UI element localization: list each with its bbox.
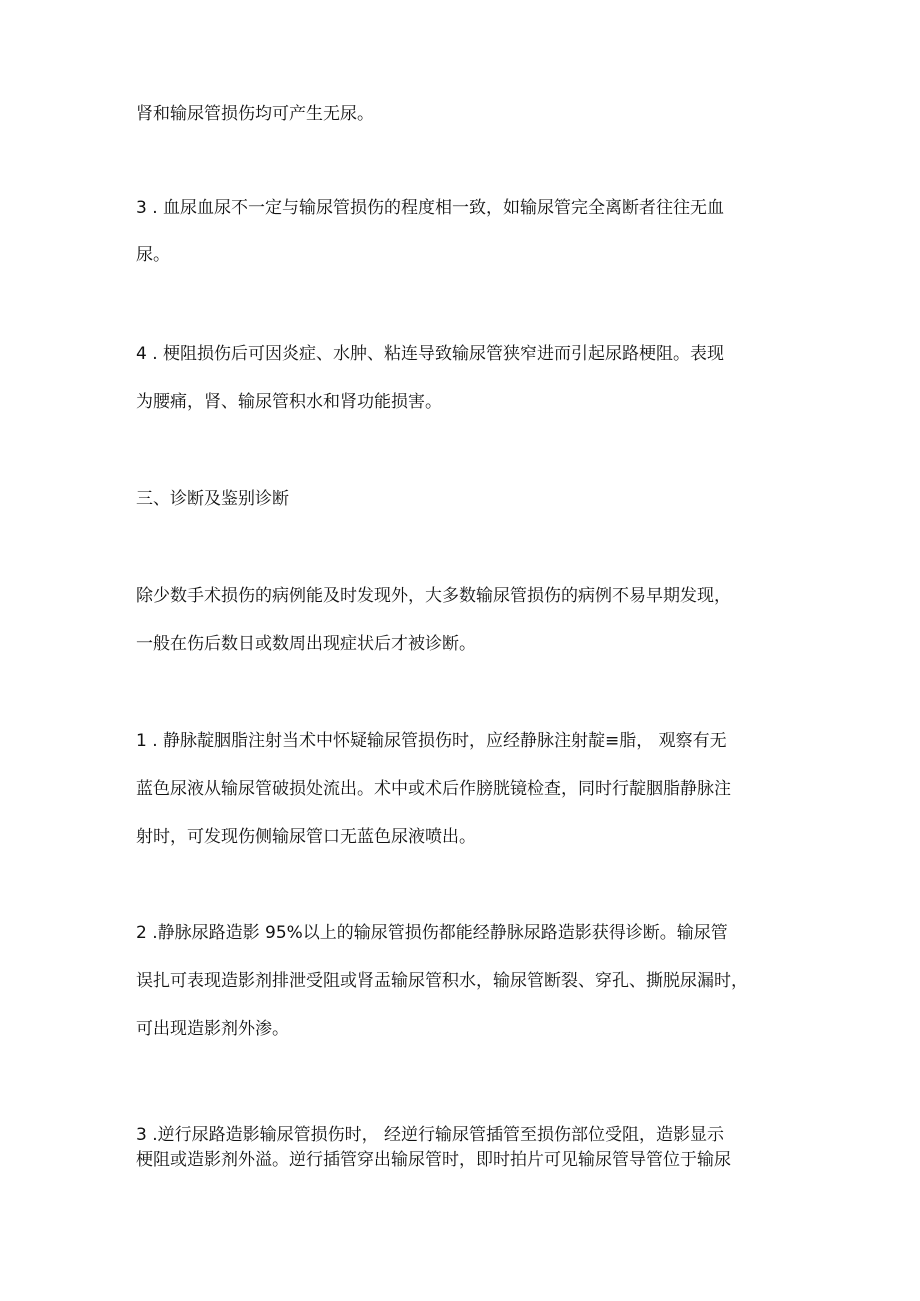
text-line-7: 除少数手术损伤的病例能及时发现外，大多数输尿管损伤的病例不易早期发现， [136,586,731,606]
text-line-2: 3 . 血尿血尿不一定与输尿管损伤的程度相一致，如输尿管完全离断者往往无血 [136,198,725,218]
text-line-5: 为腰痛，肾、输尿管积水和肾功能损害。 [136,392,442,412]
section-heading: 三、诊断及鉴别诊断 [136,489,289,509]
text-line-14: 可出现造影剂外渗。 [136,1019,289,1039]
text-line-16: 梗阻或造影剂外溢。逆行插管穿出输尿管时，即时拍片可见输尿管导管位于输尿 [136,1150,731,1170]
text-line-9: 1 . 静脉靛胭脂注射当术中怀疑输尿管损伤时，应经静脉注射靛≡脂， 观察有无 [136,731,727,751]
text-line-8: 一般在伤后数日或数周出现症状后才被诊断。 [136,634,476,654]
text-line-11: 射时，可发现伤侧输尿管口无蓝色尿液喷出。 [136,827,476,847]
text-line-12: 2 .静脉尿路造影 95%以上的输尿管损伤都能经静脉尿路造影获得诊断。输尿管 [136,923,728,943]
text-line-10: 蓝色尿液从输尿管破损处流出。术中或术后作膀胱镜检查，同时行靛胭脂静脉注 [136,779,731,799]
text-line-3: 尿。 [136,245,170,265]
text-line-1: 肾和输尿管损伤均可产生无尿。 [136,104,374,124]
text-line-4: 4 . 梗阻损伤后可因炎症、水肿、粘连导致输尿管狭窄进而引起尿路梗阻。表现 [136,344,725,364]
text-line-15: 3 .逆行尿路造影输尿管损伤时， 经逆行输尿管插管至损伤部位受阻，造影显示 [136,1125,725,1145]
text-line-13: 误扎可表现造影剂排泄受阻或肾盂输尿管积水，输尿管断裂、穿孔、撕脱尿漏时， [136,971,748,991]
